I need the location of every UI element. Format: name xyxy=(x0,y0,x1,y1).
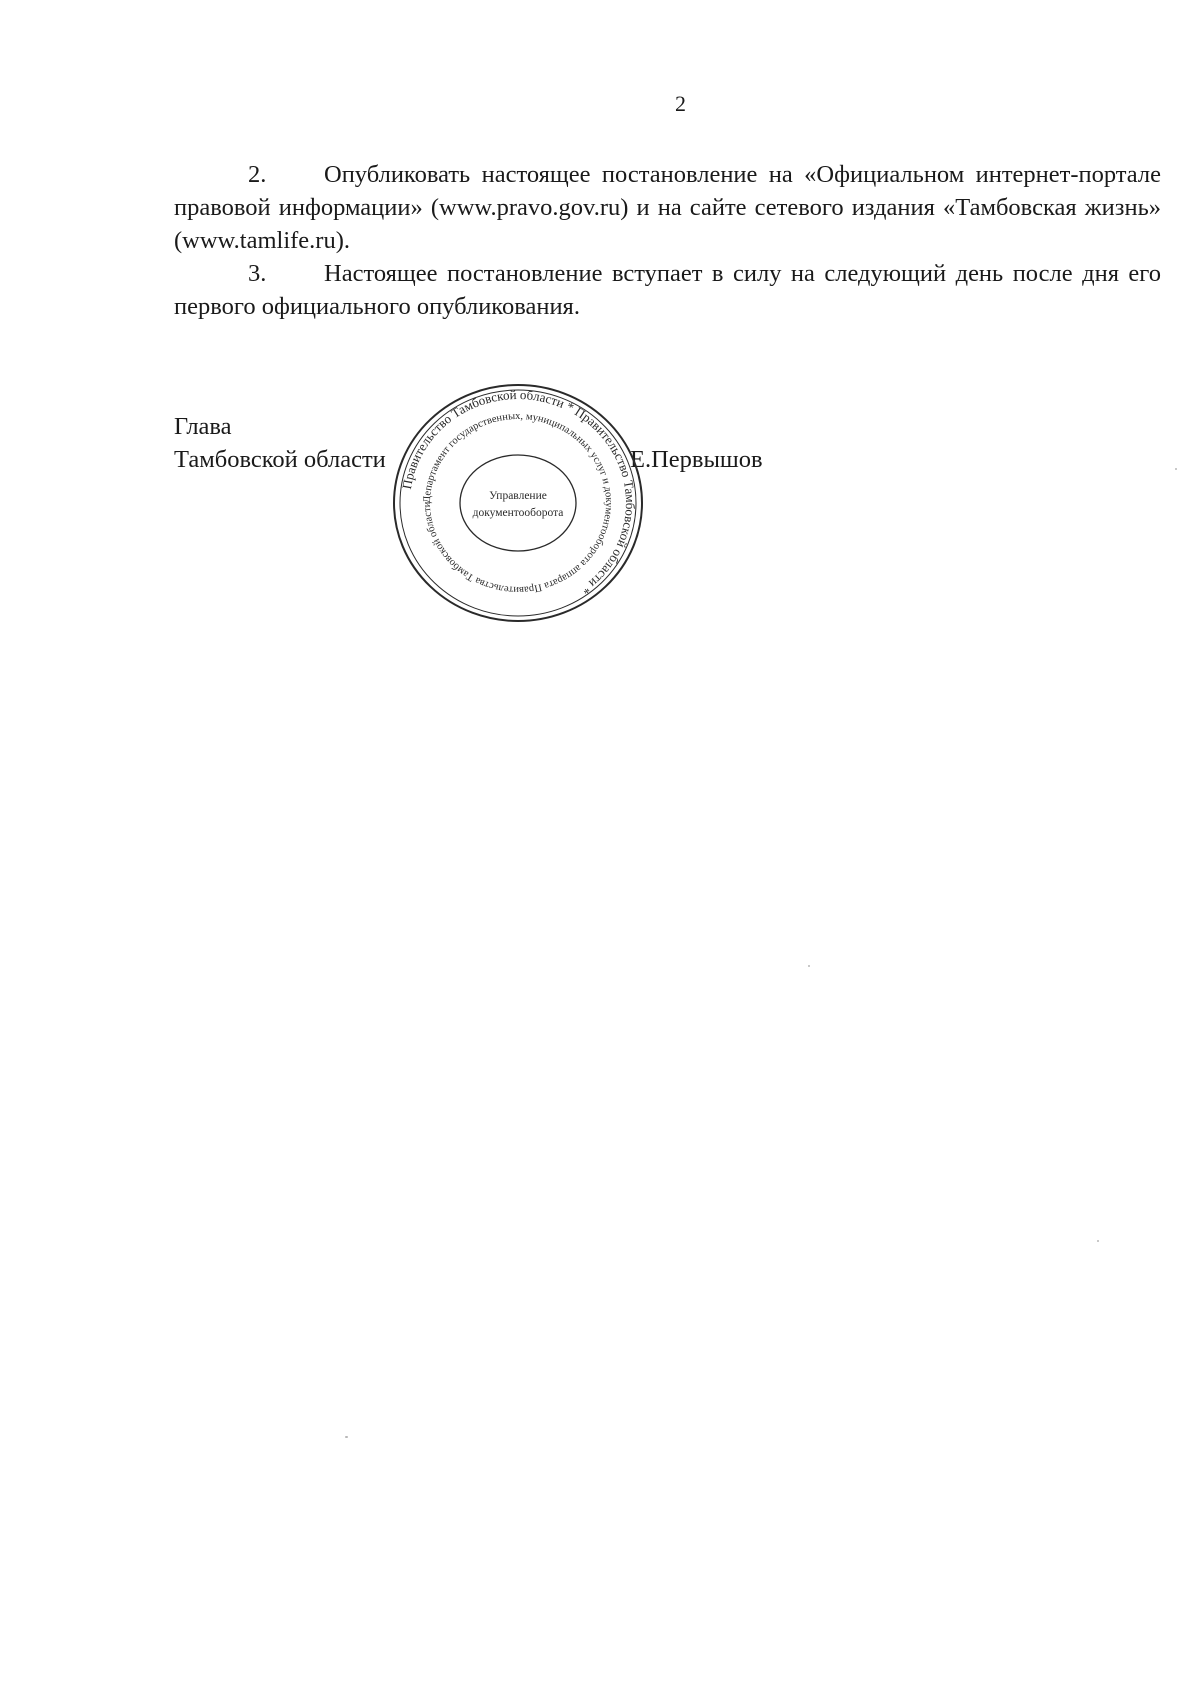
page-number: 2 xyxy=(675,91,686,116)
stamp-center-line2: документооборота xyxy=(472,507,564,519)
stamp-center-circle xyxy=(460,455,576,551)
paragraph-number: 3. xyxy=(248,260,267,287)
signatory-title-line1: Глава xyxy=(174,413,232,440)
paragraph-text: Настоящее постановление вступает в силу на следующий день после дня его первого официального опубликования. xyxy=(174,260,1161,320)
stamp-outer-text: Правительство Тамбовской области * Правительство Тамбовской области * xyxy=(398,386,639,598)
signatory-title-line2: Тамбовской области xyxy=(174,446,386,473)
paragraph-text: Опубликовать настоящее постановление на «Официальном интернет-портале правовой информации» (www.pravo.gov.ru) и на сайте сетевого издания «Тамбовская жизнь» (www.tamlife.ru). xyxy=(174,161,1161,254)
official-stamp xyxy=(388,378,648,628)
paragraph-2 xyxy=(174,158,1161,257)
scan-speck xyxy=(1175,468,1177,470)
scan-speck xyxy=(808,965,810,967)
stamp-inner-text: Департамент государственных, муниципальных услуг и документооборота аппарата Правительства Тамбовской области xyxy=(421,410,615,596)
signatory-name: Е.Первышов xyxy=(630,446,763,473)
scan-speck xyxy=(345,1436,348,1438)
stamp-center-line1: Управление xyxy=(489,490,547,502)
paragraph-number: 2. xyxy=(248,161,267,188)
scan-speck xyxy=(1097,1240,1099,1242)
paragraph-3 xyxy=(174,257,1161,323)
document-body xyxy=(174,158,1161,323)
